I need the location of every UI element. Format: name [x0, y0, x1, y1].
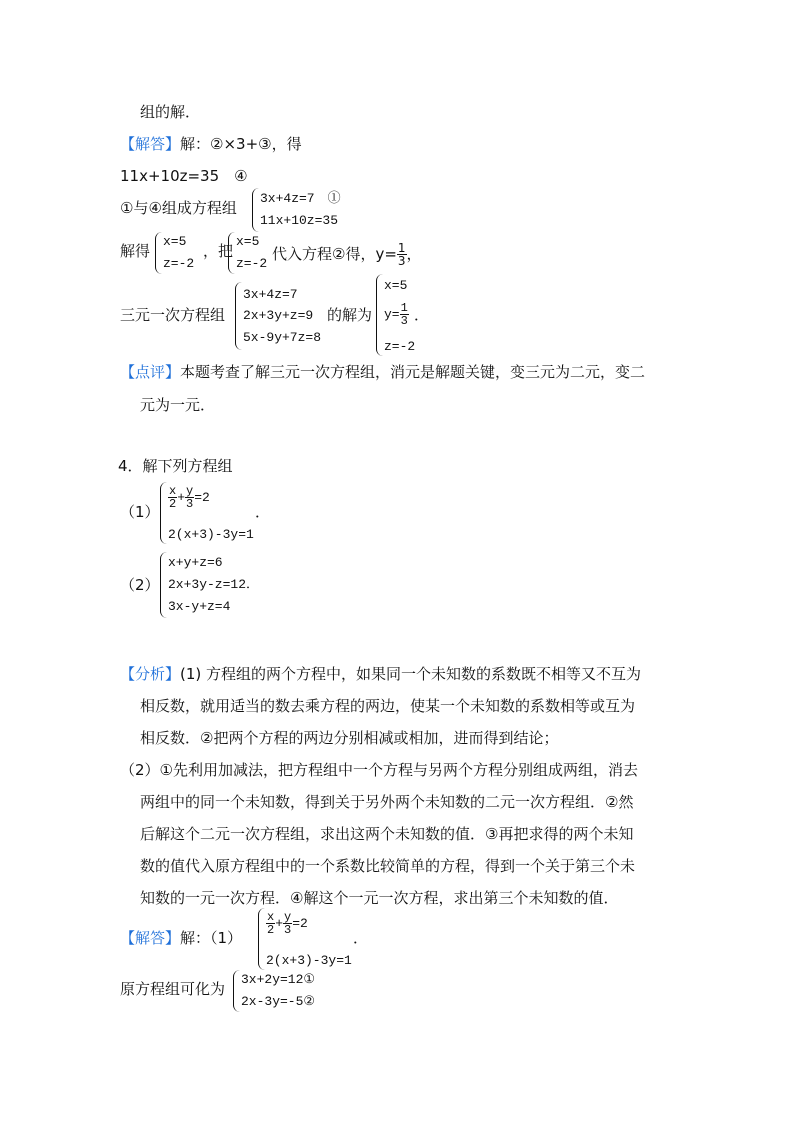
- fraction-numerator: y: [284, 910, 292, 924]
- system-equation: 2x-3y=-5②: [241, 994, 316, 1009]
- system-brace: [228, 232, 235, 274]
- analysis-line: 两组中的同一个未知数，得到关于另外两个未知数的二元一次方程组．②然: [140, 793, 634, 811]
- system-brace: [258, 908, 265, 970]
- solution-x: x=5: [384, 278, 408, 293]
- system-equation: 3x+4z=7 ①: [260, 191, 341, 206]
- system-equation: 2x+3y+z=9: [243, 308, 314, 323]
- substitute-text: 代入方程②得，y=: [272, 245, 397, 263]
- substitute-z: z=-2: [236, 256, 268, 271]
- substitute-x: x=5: [236, 234, 260, 249]
- analysis-tag: 【分析】: [120, 665, 181, 683]
- answer-tag: 【解答】: [120, 929, 181, 947]
- answer-tag: 【解答】: [120, 135, 181, 153]
- comment-line: [120, 363, 645, 381]
- y-fraction: [400, 302, 409, 327]
- simplified-system: [233, 970, 343, 1012]
- fraction-numerator: 1: [400, 301, 408, 315]
- substitute-line: [272, 242, 422, 267]
- solution-x: x=5: [163, 234, 187, 249]
- answer-line: [120, 135, 302, 153]
- y-over-3-fraction: [185, 485, 194, 510]
- fraction-numerator: x: [169, 484, 177, 498]
- system-brace: [252, 188, 259, 232]
- analysis-line: 数的值代入原方程组中的一个系数比较简单的方程，得到一个关于第三个未: [140, 857, 636, 875]
- comment-text: 本题考查了解三元一次方程组，消元是解题关键，变三元为二元，变二: [180, 363, 646, 381]
- answer-line: [120, 929, 242, 947]
- simplify-prefix: 原方程组可化为: [120, 980, 226, 998]
- combine-prefix: ①与④组成方程组: [120, 199, 237, 217]
- system-equation: 2(x+3)-3y=1: [266, 953, 352, 968]
- question-title: 4．解下列方程组: [118, 457, 233, 475]
- equation-rhs: =2: [194, 489, 210, 505]
- answer-system: [258, 908, 368, 970]
- period: ．: [255, 503, 271, 521]
- system-brace: [160, 552, 167, 618]
- system-equation: x+y+z=6: [168, 555, 223, 570]
- system-equation: 5x-9y+7z=8: [243, 330, 322, 345]
- fraction-numerator: x: [267, 910, 275, 924]
- system-brace: [160, 482, 167, 544]
- system-equation: 2x+3y-z=12．: [168, 577, 260, 592]
- system-brace: [155, 232, 162, 274]
- analysis-line: 相反数．②把两个方程的两边分别相减或相加，进而得到结论；: [140, 729, 559, 747]
- part-1-system: [160, 482, 270, 544]
- analysis-line: 知数的一元一次方程．④解这个一元一次方程，求出第三个未知数的值．: [140, 889, 619, 907]
- plus-sign: +: [177, 489, 186, 505]
- system-brace: [233, 970, 240, 1012]
- system-equation: 3x-y+z=4: [168, 599, 231, 614]
- fraction-numerator: 1: [397, 241, 406, 255]
- analysis-line: 相反数，就用适当的数去乘方程的两边，使某一个未知数的系数相等或互为: [140, 697, 636, 715]
- sys3-prefix: 三元一次方程组: [120, 306, 226, 324]
- comment-tag: 【点评】: [120, 363, 181, 381]
- continued-text: 组的解．: [140, 103, 201, 121]
- equation-4: 11x+10z=35 ④: [120, 167, 248, 185]
- combine-system: [252, 188, 392, 232]
- answer-text: 解：②×3+③，得: [180, 135, 302, 153]
- comma: ，: [406, 245, 422, 263]
- x-over-2-fraction: [168, 485, 177, 510]
- fraction-denominator: 3: [400, 314, 408, 328]
- y-over-3-fraction: [283, 911, 292, 936]
- period: ．: [353, 929, 369, 947]
- solution-y: [384, 302, 409, 327]
- analysis-line: [120, 665, 641, 683]
- part-2-system: [160, 552, 270, 618]
- system-equation: 11x+10z=35: [260, 213, 339, 228]
- solve-prefix: 解得: [120, 242, 151, 260]
- substitute-system: [228, 232, 278, 274]
- sys3-mid: 的解为: [327, 306, 373, 324]
- equation-rhs: =2: [292, 915, 308, 931]
- comment-line-2: 元为一元．: [140, 396, 216, 414]
- x-over-2-fraction: [266, 911, 275, 936]
- fraction-denominator: 3: [397, 254, 406, 268]
- system-equation: 2(x+3)-3y=1: [168, 527, 254, 542]
- fraction-denominator: 2: [169, 497, 177, 511]
- plus-sign: +: [275, 915, 284, 931]
- solution-system: [155, 232, 205, 274]
- period: ．: [414, 306, 430, 324]
- system-brace: [235, 282, 242, 350]
- solution-z: z=-2: [163, 256, 195, 271]
- part-1-label: （1）: [120, 503, 160, 521]
- system-equation: [266, 911, 308, 936]
- fraction-denominator: 3: [284, 923, 292, 937]
- analysis-line: 后解这个二元一次方程组，求出这两个未知数的值．③再把求得的两个未知: [140, 825, 634, 843]
- system-equation: 3x+2y=12①: [241, 972, 316, 987]
- part-2-label: （2）: [120, 576, 160, 594]
- system-equation: 3x+4z=7: [243, 287, 298, 302]
- system-equation: [168, 485, 210, 510]
- fraction-denominator: 2: [267, 923, 275, 937]
- put-label: ，把: [203, 242, 234, 260]
- solution-z: z=-2: [384, 339, 416, 354]
- solution-y-label: y=: [384, 306, 400, 322]
- analysis-line: （2）①先利用加减法，把方程组中一个方程与另两个方程分别组成两组，消去: [120, 761, 638, 779]
- y-fraction: [397, 242, 407, 267]
- fraction-denominator: 3: [186, 497, 194, 511]
- fraction-numerator: y: [186, 484, 194, 498]
- system-brace: [376, 274, 383, 356]
- answer-text: 解：（1）: [180, 929, 243, 947]
- analysis-text: (1) 方程组的两个方程中，如果同一个未知数的系数既不相等又不互为: [180, 665, 642, 683]
